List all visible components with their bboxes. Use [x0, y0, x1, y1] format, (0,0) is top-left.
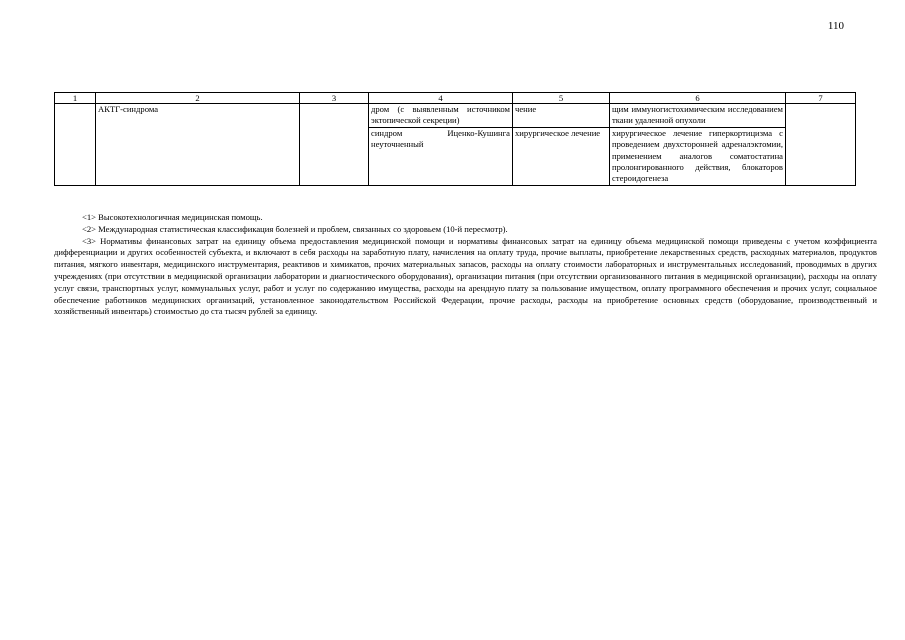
- cell-treatment-type: чение: [513, 104, 610, 128]
- footnote-1: <1> Высокотехнологичная медицинская помощь.: [82, 212, 263, 222]
- footnotes: [54, 212, 877, 318]
- table-row: [55, 104, 856, 128]
- cell-diagnosis: АКТГ-синдрома: [96, 104, 300, 186]
- page-number: 110: [827, 20, 844, 32]
- cell-cost-norm: [786, 104, 856, 186]
- cell-row1-col1: [55, 104, 96, 186]
- column-header-5: 5: [513, 93, 610, 104]
- cell-treatment-method: хирургическое лечение гиперкортицизма с проведением двухсторонней адреналэктомии, применением аналогов соматостатина пролонгированного действия, блокаторов стероидогенеза: [610, 127, 786, 185]
- table-header-row: [55, 93, 856, 104]
- column-header-7: 7: [786, 93, 856, 104]
- column-header-6: 6: [610, 93, 786, 104]
- column-header-4: 4: [369, 93, 513, 104]
- cell-icd-code: [300, 104, 369, 186]
- column-header-1: 1: [55, 93, 96, 104]
- cell-treatment-method: щим иммуногистохимическим исследованием ткани удаленной опухоли: [610, 104, 786, 128]
- footnote-3: <3> Нормативы финансовых затрат на единицу объема предоставления медицинской помощи и нормативы финансовых затрат на единицу объема медицинской помощи приведены с учетом коэффициента дифференциации и других особенностей субъекта, и включают в себя расходы на заработную плату, начисления на оплату труда, прочие выплаты, приобретение лекарственных средств, расходных материалов, продуктов питания, мягкого инвентаря, медицинского инструментария, реактивов и химикатов, прочих материальных запасов, расходы на оплату стоимости лабораторных и инструментальных исследований, проводимых в других учреждениях (при отсутствии в медицинской организации лаборатории и диагностического оборудования), организации питания (при отсутствии организованного питания в медицинской организации), расходы на оплату услуг связи, транспортных услуг, коммунальных услуг, работ и услуг по содержанию имущества, расходы на арендную плату за пользование имуществом, оплату программного обеспечения и прочих услуг, социальное обеспечение работников медицинских организаций, установленное законодательством Российской Федерации, прочие расходы, расходы на приобретение основных средств (оборудование, производственный и хозяйственный инвентарь) стоимостью до ста тысяч рублей за единицу.: [54, 235, 877, 317]
- column-header-3: 3: [300, 93, 369, 104]
- cell-treatment-type: хирургическое лечение: [513, 127, 610, 185]
- footnote-2: <2> Международная статистическая классификация болезней и проблем, связанных со здоровьем (10-й пересмотр).: [82, 223, 508, 234]
- column-header-2: 2: [96, 93, 300, 104]
- cell-patient-model: дром (с выявленным источником эктопической секреции): [369, 104, 513, 128]
- cell-patient-model: синдром Иценко-Кушинга неуточненный: [369, 127, 513, 185]
- treatment-table: [54, 92, 856, 186]
